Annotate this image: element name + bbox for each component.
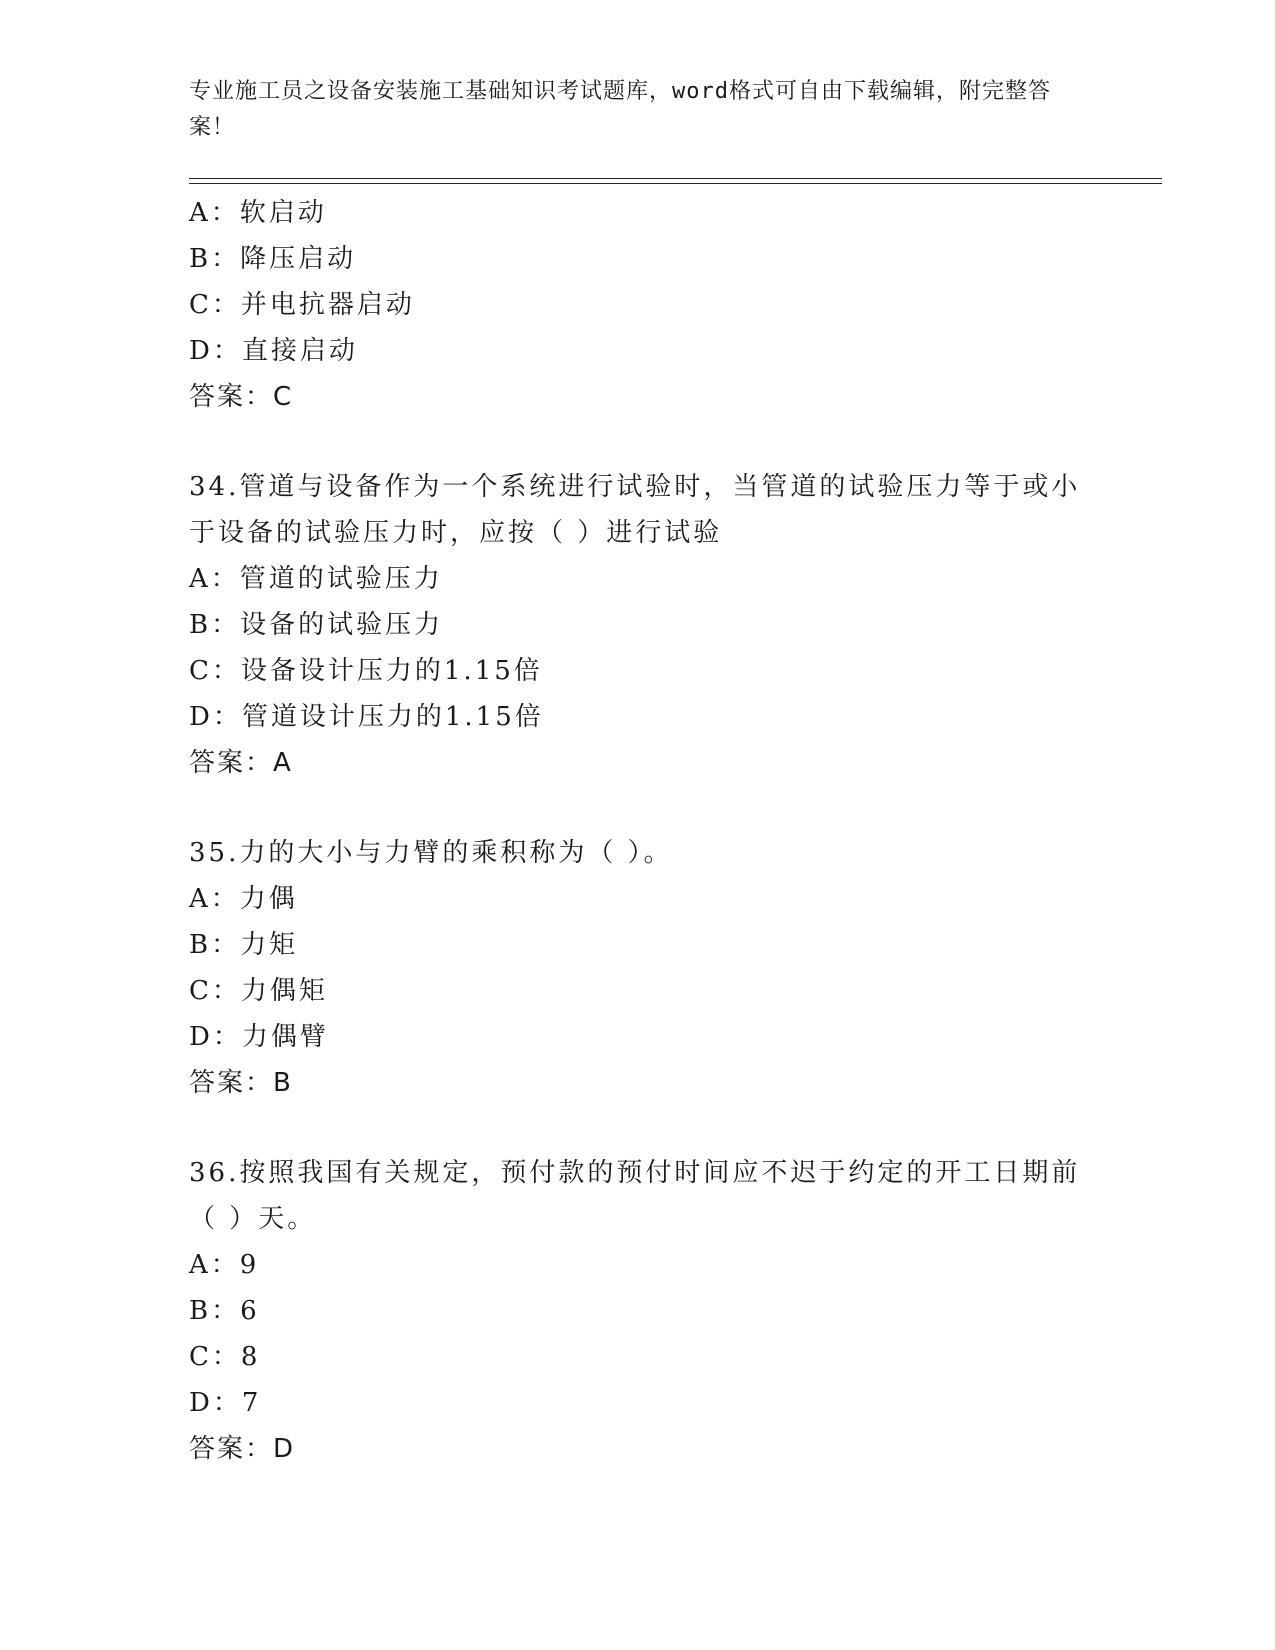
header-rule-bottom [189,183,1162,184]
question-block-34 [189,464,1089,786]
option-c: C：并电抗器启动 [189,290,415,320]
question-list [189,190,1089,1472]
option-d: D：管道设计压力的1.15倍 [189,702,544,732]
answer-line: 答案：B [189,1068,293,1098]
option-d: D：7 [189,1388,262,1418]
option-a: A：管道的试验压力 [189,564,443,594]
answer-line: 答案：A [189,748,293,778]
option-b: B：降压启动 [189,244,357,274]
option-a: A：9 [189,1250,260,1280]
header-rule-top [189,178,1162,179]
answer-line: 答案：C [189,382,294,412]
answer-line: 答案：D [189,1434,296,1464]
question-block-35 [189,830,1089,1106]
question-stem: 34.管道与设备作为一个系统进行试验时，当管道的试验压力等于或小于设备的试验压力时，应按（ ）进行试验 [189,472,1081,548]
option-c: C：设备设计压力的1.15倍 [189,656,543,686]
option-b: B：设备的试验压力 [189,610,444,640]
document-header: 专业施工员之设备安装施工基础知识考试题库，word格式可自由下载编辑，附完整答案！ [189,79,1051,140]
option-b: B：6 [189,1296,260,1326]
option-c: C：力偶矩 [189,976,328,1006]
question-stem: 36.按照我国有关规定，预付款的预付时间应不迟于约定的开工日期前（ ）天。 [189,1158,1081,1234]
option-a: A：力偶 [189,884,298,914]
question-block-36 [189,1150,1089,1472]
option-b: B：力矩 [189,930,299,960]
option-d: D：力偶臂 [189,1022,329,1052]
option-d: D：直接启动 [189,336,358,366]
option-c: C：8 [189,1342,261,1372]
question-block-33 [189,190,1089,420]
question-stem: 35.力的大小与力臂的乘积称为（ ）。 [189,838,673,868]
option-a: A：软启动 [189,198,327,228]
